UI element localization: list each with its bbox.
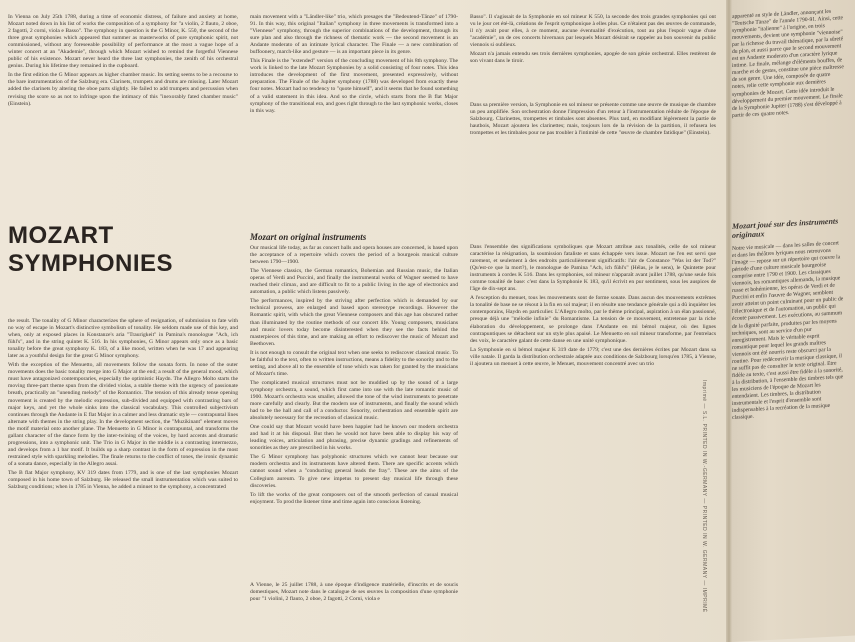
section-heading: Mozart on original instruments [250,232,367,242]
middle-body-6: One could say that Mozart would have been happier had he known our modern orchestra and had it at his disposal. But then he would not have been able to display his way of leading voices, articulation and phrasing, precise dynamic gradings and refinements of sonorities as they are prescribed in his works. [250,424,458,452]
middle-body-1: Our musical life today, as far as concert halls and opera houses are concerned, is based upon the acceptance of a repertoire which covers the period of a bourgeois musical culture between 1790—1900. [250,245,458,266]
middle-body-column [250,234,458,508]
right-mid-column [470,102,716,139]
french-intro-paragraph: A Vienne, le 25 juillet 1788, à une époque d'indigence matérielle, d'inscrits et de soucis domestiques, Mozart note dans le catalogue de ses œuvres la composition d'une symphonie pour "1 violini, 2 flauto, 2 oboe, 2 fagotti, 2 Corni, viola e [250,582,458,603]
adjacent-page-top: apparenté au style de Ländler, annonçant les "Teutsche Tänze" de l'année 1790-91. Ainsi, cette symphonie "italienne" à l'origine, en trois mouvements, devient une symphonie "viennoise" par la richesse du travail thématique, par la sûreté du plan, et aussi parce que le second mouvement est un Andante moderato d'un caractère lyrique intime. Le finale, mélange d'éléments bouffes, de marche et de gestes, constitue une pièce maîtresse de son genre. Une idée, composée de quatre notes, relie cette symphonie aux dernières symphonies de Mozart. Cette idée introduit le développement du premier mouvement. Le finale de la Symphonie Jupiter (1788) s'est développé à partir de ces quatre notes. [732,8,844,119]
left-body-column [8,318,238,493]
adjacent-page-body: Notre vie musicale — dans les salles de concert et dans les théâtres lyriques nous retrouvons l'image — repose sur un répertoire qui couvre la période d'une culture musicale bourgeoise comprise entre 1790 et 1900. Les classiques viennois, les romantiques allemands, la musique russe et bohémienne, les opéras de Verdi et de Puccini et enfin l'œuvre de Wagner, semblent avoir atteint un point culminant pour un public de l'électronique et de l'automation, un public qui écoute passivement. Les exécutions, au summum de la dignité parfaite, produites par les moyens techniques, sont au service d'un pur enregistrement. Mais le véritable esprit romantique pour lequel les grands maîtres viennois ont été nourris reste obscurci par la routine. Pour redécouvrir la musique classique, il ne suffit pas de consulter le texte original. Etre fidèle au texte, c'est aussi être fidèle à la sonorité, à la distribution, à l'ensemble des timbres tels que les musiciens de l'époque de Mozart les entendaient. Les timbres, la distribution instrumentale et l'esprit d'ensemble sont indispensables à la recréation de la musique classique. [732,240,844,422]
middle-bottom-column [250,582,458,605]
middle-paragraph-2: This Finale is the "extended" version of the concluding movement of his 8th symphony. The work is linked to the late Mozart Symphonies by a solid consisting of four notes. This idea introduces the development of the first movement, presented expressively, without preparation. The Finale of the Jupiter symphony (1788) was developed from exactly these four notes. Mozart had no tendency to "quote himself", and it seems that he found something of a valid statement in this idea. And so the circle, which starts from the B flat Major symphony of the transitional era, and goes right through to the last symphonic works, closes in this way. [250,58,458,114]
vertical-print-line [701,380,717,620]
intro-column [8,14,238,110]
body-paragraph-2: With the exception of the Menuetto, all movements follow the sonata form. In none of the outer movements does the basic tonality merge into G Major at the end; a result of the general mood, which must have antagonized contemporaries, especially the optimistic Haydn. The Allegro Molto starts the moving three-part theme spun from the divided violas, a stable theme with the urgency of passionate breath, practically an "unending melody" of the Romantics. The tension of this already tense opening movement is created by the melodic expression, sub-divided and equipped with contrasting bars of major keys, and yet the whole sinks into the classical vocabulary. This controlled subjectivism continues through the Andante in E flat Major in a calmer and less dramatic style — contrapuntal lines alternate with themes in the string play. In the development section, the "Muzikinant" element moves the motif material onto another plane. The Menuetto in G Minor is contrapuntal, and transforms the gallant character of the dance form by the inter-twining of the voices, by hard accents and dramatic progressions, into a symphonic unit. The Trio in G Major in the middle is a contrasting intermezzo, and develops from a 1 bar motif. It builds up a sharp contrast in the form of expression in the most restrained style with sparkling melodies. The finale returns to the conflict of tones, the ironic dynamic of a sonata dance, especially in the Allegro assai. [8,362,238,467]
middle-body-4: It is not enough to consult the original text when one seeks to rediscover classical music. To be faithful to the text, often to written instructions, means a fidelity to the sonority and to the setting, and above all to the ensemble of tone which was taken for granted by the musicians of Mozart's time. [250,349,458,377]
album-title: MOZART SYMPHONIES [8,222,174,277]
printed-in-label: Imprimé — S.L. PRINTED IN W.-GERMANY — PRINTED IN W. GERMANY — IMPRIMÉ [701,380,707,613]
middle-paragraph: main movement with a "Ländler-like" trio, which presages the "Bedeutend-Tänze" of 1790-91. In this way, this original "Italian" symphony in three movements is transformed into a "Viennese" symphony, through the superior combinations of the development, through its sure plan and also through the richness of thematic work — the second movement is an Andante moderato of an intimate lyrical character. The Finale — a new combination of buffoonery, march-like and gesture — is an important piece in its genre. [250,14,458,56]
middle-body-3: The performances, inspired by the striving after perfection which is demanded by our technical prowess, are enlarged and based upon stereotype recordings. However the Romantic spirit, with which the great Viennese composers and this age has obscured rather than illuminated by the routine methods of our concert life. Young composers, musicians and music lovers today become disinterested when they see the facts behind the masterpieces of this time, and are making an effort to rediscover the music of Mozart and Beethoven. [250,298,458,347]
right-body-column [470,244,716,370]
right-top-column [470,14,716,67]
right-paragraph-2: Mozart n'a jamais entendu ses trois dernières symphonies, apogée de son génie orchestral. Elles restèrent de son vivant dans le tiroir. [470,51,716,65]
right-body-1: Dans l'ensemble des significations symboliques que Mozart attribue aux tonalités, celle de sol mineur caractérise la résignation, la soumission fataliste et sans échappée vers issue. Mozart ne l'en est servi que rarement, et seulement à des endroits particulièrement significatifs: l'air de Constance "Was ist der Tod?" (Qu'est-ce que la mort?), le monologue de Pamina "Ach, ich fühl's" (Hélas, je le sens), le Quintette pour instruments à cordes K 516. Dans les symphonies, sol mineur n'apparaît avant juillet 1788, qu'une seule fois comme tonalité de base: c'est dans la Symphonie K 183, qu'il écrivit en pur sentiment, sous les auspices de l'âge de dix-sept ans. [470,244,716,293]
middle-top-column [250,14,458,117]
middle-body-5: The complicated musical structures must not be muddied up by the sound of a large symphony orchestra, a sound, which first came into use with the late romantic music of 1900. Mozart's orchestra was smaller, allowed the tone of the wind instruments to penetrate more carefully and clearly. But the modern use of instruments, and finally the sound which had to be the hall and call of a conductor. Sonority, orchestration and ensemble spirit are absolutely necessary for the recreation of classical music. [250,379,458,422]
right-paragraph: Basso". Il s'agissait de la Symphonie en sol mineur K 550, la seconde des trois grandes symphonies qui ont vu le jour cet été-là, créations de l'esprit symphonique à elles plus. Ce n'étaient pas des œuvres de commande, il n'y avait pour elles, à ce moment, aucune éventualité d'exécution, tout au plus l'espoir vague d'une "académie", un de ces concerts hivernaux par lesquels Mozart désirait se rappeler au bon souvenir du public viennois si oublieux. [470,14,716,49]
intro-paragraph-2: In the first edition the G Minor appears as higher chamber music. Its setting seems to be a recourse to the bare instrumentation of the Salzburg era. Clarinets, trumpets and drums are missing. Later Mozart added the clarinets by altering the oboe parts slightly. He failed to add trumpets and percussion when revising the score so as not to infringe upon the intimacy of this "inexorably fated chamber music" (Einstein). [8,72,238,107]
middle-body-8: To lift the works of the great composers out of the smooth perfection of casual musical enjoyment. To prod the listener time and time again into conscious listening. [250,491,458,505]
right-body-3: La Symphonie en si bémol majeur K 319 date de 1779; c'est une des dernières écrites par Mozart dans sa ville natale. Il garda la distribution orchestrale adaptée aux conditions de Salzbourg lorsqu'en 1785, à Vienne, il ajoutera un menuet à cette œuvre, le Menuet, mouvement concentré avec un trio [470,346,716,367]
right-mid-paragraph: Dans sa première version, la Symphonie en sol mineur se présente comme une œuvre de musique de chambre un peu amplifiée. Son orchestration donne l'impression d'un retour à l'instrumentation réduite de l'époque de Salzbourg. Clarinettes, trompettes et timbales sont absentes. Plus tard, en modifiant légèrement la partie de hautbois, Mozart ajoutera les clarinettes; mais, toujours lors de la révision de la partition, il refusera les trompettes et les timbales pour ne pas troubler à l'intimité de cette "œuvre de chambre fatidique" (Einstein). [470,102,716,137]
body-paragraph-3: The B flat Major symphony, KV 319 dates from 1779, and is one of the last symphonies Mozart composed in his home town of Salzburg. He released the small instrumentation which was suited to Salzburg conditions; when in 1785 in Vienna, he added a minuet to the symphony, a concentrated [8,469,238,491]
right-body-2: A l'exception du menuet, tous les mouvements sont de forme sonate. Dans aucun des mouvements extrêmes la tonalité de base ne se résout à la fin en sol majeur; il en résulte une tendance générale qui a dû inquiéter les contemporains, Haydn en particulier. L'Allegro molto, par le thème principal, aspiration à un élan passionné, presque déjà une "mélodie infinie" du Romantisme. La tension de ce mouvement, entretenue par la riche élaboration du développement, se prolonge dans l'Andante en mi bémol majeur, où des lignes contrapuntiques se détachent sur un style plus apaisé. Le Menuetto en sol mineur transforme, par l'entrelacs des voix, le caractère galant de cette danse en une unité symphonique. [470,295,716,344]
middle-body-7: The G Minor symphony has polyphonic structures which we cannot hear because our modern orchestra and its instruments have altered them. There are specific accents which cannot sound when a "conducting general leads the fray". These are the aims of the Collegium aureum. To give new impetus to present day musical life through these discoveries. [250,454,458,489]
adjacent-page [732,0,855,642]
intro-paragraph: In Vienna on July 25th 1788, during a time of economic distress, of failure and anxiety at home, Mozart noted down in his list of works the composition of a symphony for "a violin, 2 flauto, 2 oboe, 2 fagotti, 2 corni, viola e Basso". The symphony in question is the G Minor, K. 550, the second of the three great symphonies which appeared that summer as masterworks of pure symphonic spirit, not commissioned, without any foreseeable possibility of performance at the most a vague hope of a winter concert at an "Akademie", through which Mozart wished to remind the forgetful Viennese public of his existence. Mozart never heard the three last symphonies, the zenith of his orchestral genius. During his lifetime they remained in the cupboard. [8,14,238,70]
body-paragraph: the result. The tonality of G Minor characterizes the sphere of resignation, of submission to fate with no way of escape in Mozart's distinctive symbolism of tonality. He seldom made use of this key, and when, only at exposed places in Konstanze's aria "Traurigkeit" in Pamina's monologue "Ach, ich fühl's", and in the string quintet K. 516. In his symphonies, G Minor appears only once as a basic tonality before the great symphony K. 183, of a like mood, written when he was 17 and appearing later as a youthful design for the great G Minor symphony. [8,318,238,360]
middle-body-2: The Viennese classics, the German romantics, Bohemian and Russian music, the Italian operas of Verdi and Puccini, and finally the instrumental works of Wagner seemed to have reached their climax, and are difficult to fit to a public living in the age of electronics and automation, a public which listens passively. [250,268,458,296]
adjacent-page-heading: Mozart joué sur des instruments originaux [732,216,839,240]
